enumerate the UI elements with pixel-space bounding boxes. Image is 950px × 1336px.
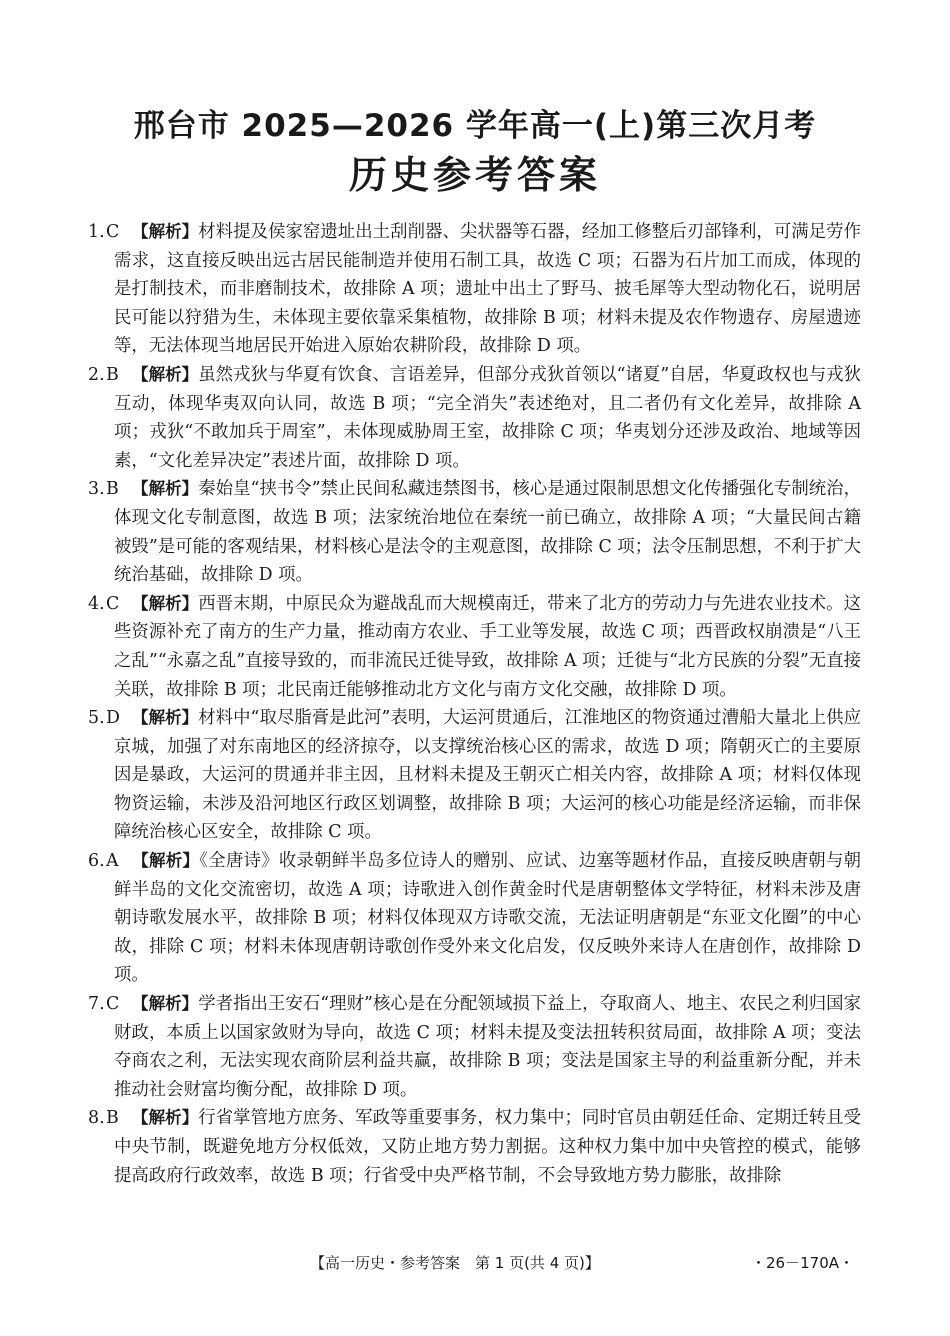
answer-item-8 bbox=[88, 1104, 861, 1190]
answer-choice: C bbox=[106, 994, 120, 1015]
document-subtitle: 历史参考答案 bbox=[348, 153, 601, 197]
question-number: 2. bbox=[88, 364, 105, 385]
answer-choice: C bbox=[106, 593, 120, 614]
question-number: 8. bbox=[88, 1108, 105, 1129]
analysis-tag: 【解析】 bbox=[132, 851, 200, 871]
answer-choice: B bbox=[106, 364, 119, 385]
analysis-tag: 【解析】 bbox=[132, 708, 199, 728]
footer-code: ・26－170A・ bbox=[751, 1254, 854, 1272]
page-footer bbox=[0, 1252, 950, 1274]
answer-list bbox=[88, 218, 861, 1190]
question-number: 6. bbox=[88, 851, 105, 872]
question-number: 1. bbox=[88, 222, 105, 242]
analysis-text: 学者指出王安石“理财”核心是在分配领域损下益上，夺取商人、地主、农民之利归国家财政，本质上以国家敛财为导向，故选 C 项；材料未提及变法扭转积贫局面，故排除 A 项；变法夺商农之利，无法实现农商阶层利益共赢，故排除 B 项；变法是国家主导的利益重新分配，并未推动社会财富均衡分配，故排除 D 项。 bbox=[114, 994, 862, 1100]
analysis-tag: 【解析】 bbox=[132, 364, 199, 384]
answer-item-7 bbox=[88, 990, 861, 1104]
answer-item-1 bbox=[88, 218, 861, 361]
question-number: 3. bbox=[88, 479, 105, 500]
answer-choice: B bbox=[106, 1108, 119, 1129]
answer-item-3 bbox=[88, 475, 861, 589]
analysis-text: 《全唐诗》收录朝鲜半岛多位诗人的赠别、应试、边塞等题材作品，直接反映唐朝与朝鲜半岛的文化交流密切，故选 A 项；诗歌进入创作黄金时代是唐朝整体文学特征，材料未涉及唐朝诗歌发展水平，故排除 B 项；材料仅体现双方诗歌交流，无法证明唐朝是“东亚文化圈”的中心故，排除 C 项；材料未体现唐朝诗歌创作受外来文化启发，仅反映外来诗人在唐创作，故排除 D 项。 bbox=[114, 851, 861, 986]
answer-choice: D bbox=[106, 708, 120, 729]
exam-title: 邢台市 2025—2026 学年高一(上)第三次月考 bbox=[133, 108, 817, 144]
analysis-text: 虽然戎狄与华夏有饮食、言语差异，但部分戎狄首领以“诸夏”自居，华夏政权也与戎狄互动，体现华夷双向认同，故选 B 项；“完全消失”表述绝对，且二者仍有文化差异，故排除 A 项；戎狄“不敢加兵于周室”，未体现威胁周王室，故排除 C 项；华夷划分还涉及政治、地域等因素，“文化差异决定”表述片面，故排除 D 项。 bbox=[114, 364, 862, 471]
answer-item-5 bbox=[88, 704, 861, 847]
analysis-tag: 【解析】 bbox=[132, 1108, 199, 1128]
analysis-tag: 【解析】 bbox=[132, 222, 199, 241]
question-number: 7. bbox=[88, 994, 105, 1015]
question-number: 4. bbox=[88, 593, 105, 614]
footer-page-info: 【高一历史・参考答案 第 1 页(共 4 页)】 bbox=[310, 1254, 600, 1272]
question-number: 5. bbox=[88, 708, 105, 729]
analysis-tag: 【解析】 bbox=[132, 593, 199, 613]
answer-item-4 bbox=[88, 590, 861, 704]
answer-choice: C bbox=[106, 222, 120, 242]
answer-choice: A bbox=[106, 851, 119, 872]
analysis-tag: 【解析】 bbox=[132, 479, 199, 499]
analysis-text: 材料中“取尽脂膏是此河”表明，大运河贯通后，江淮地区的物资通过漕船大量北上供应京城，加强了对东南地区的经济掠夺，以支撑统治核心区的需求，故选 D 项；隋朝灭亡的主要原因是暴政，大运河的贯通并非主因，且材料未提及王朝灭亡相关内容，故排除 A 项；材料仅体现物资运输，未涉及沿河地区行政区划调整，故排除 B 项；大运河的核心功能是经济运输，而非保障统治核心区安全，故排除 C 项。 bbox=[114, 708, 862, 843]
analysis-tag: 【解析】 bbox=[132, 994, 199, 1014]
analysis-text: 行省掌管地方庶务、军政等重要事务，权力集中；同时官员由朝廷任命、定期迁转且受中央节制，既避免地方分权低效，又防止地方势力割据。这种权力集中加中央管控的模式，能够提高政府行政效率，故选 B 项；行省受中央严格节制，不会导致地方势力膨胀，故排除 bbox=[114, 1108, 861, 1186]
answer-item-6 bbox=[88, 847, 861, 990]
analysis-text: 西晋末期，中原民众为避战乱而大规模南迁，带来了北方的劳动力与先进农业技术。这些资源补充了南方的生产力量，推动南方农业、手工业等发展，故选 C 项；西晋政权崩溃是“八王之乱”“永嘉之乱”直接导致的，而非流民迁徙导致，故排除 A 项；迁徙与“北方民族的分裂”无直接关联，故排除 B 项；北民南迁能够推动北方文化与南方文化交融，故排除 D 项。 bbox=[114, 593, 861, 700]
analysis-text: 材料提及侯家窑遗址出土刮削器、尖状器等石器，经加工修整后刃部锋利，可满足劳作需求，这直接反映出远古居民能制造并使用石制工具，故选 C 项；石器为石片加工而成，体现的是打制技术，而非磨制技术，故排除 A 项；遗址中出土了野马、披毛犀等大型动物化石，说明居民可能以狩猎为生，未体现主要依靠采集植物，故排除 B 项；材料未提及农作物遗存、房屋遗迹等，无法体现当地居民开始进入原始农耕阶段，故排除 D 项。 bbox=[114, 222, 861, 357]
analysis-text: 秦始皇“挟书令”禁止民间私藏违禁图书，核心是通过限制思想文化传播强化专制统治，体现文化专制意图，故选 B 项；法家统治地位在秦统一前已确立，故排除 A 项；“大量民间古籍被毁”是可能的客观结果，材料核心是法令的主观意图，故排除 C 项；法令压制思想，不利于扩大统治基础，故排除 D 项。 bbox=[114, 479, 862, 586]
answer-choice: B bbox=[106, 479, 119, 500]
answer-item-2 bbox=[88, 361, 861, 475]
